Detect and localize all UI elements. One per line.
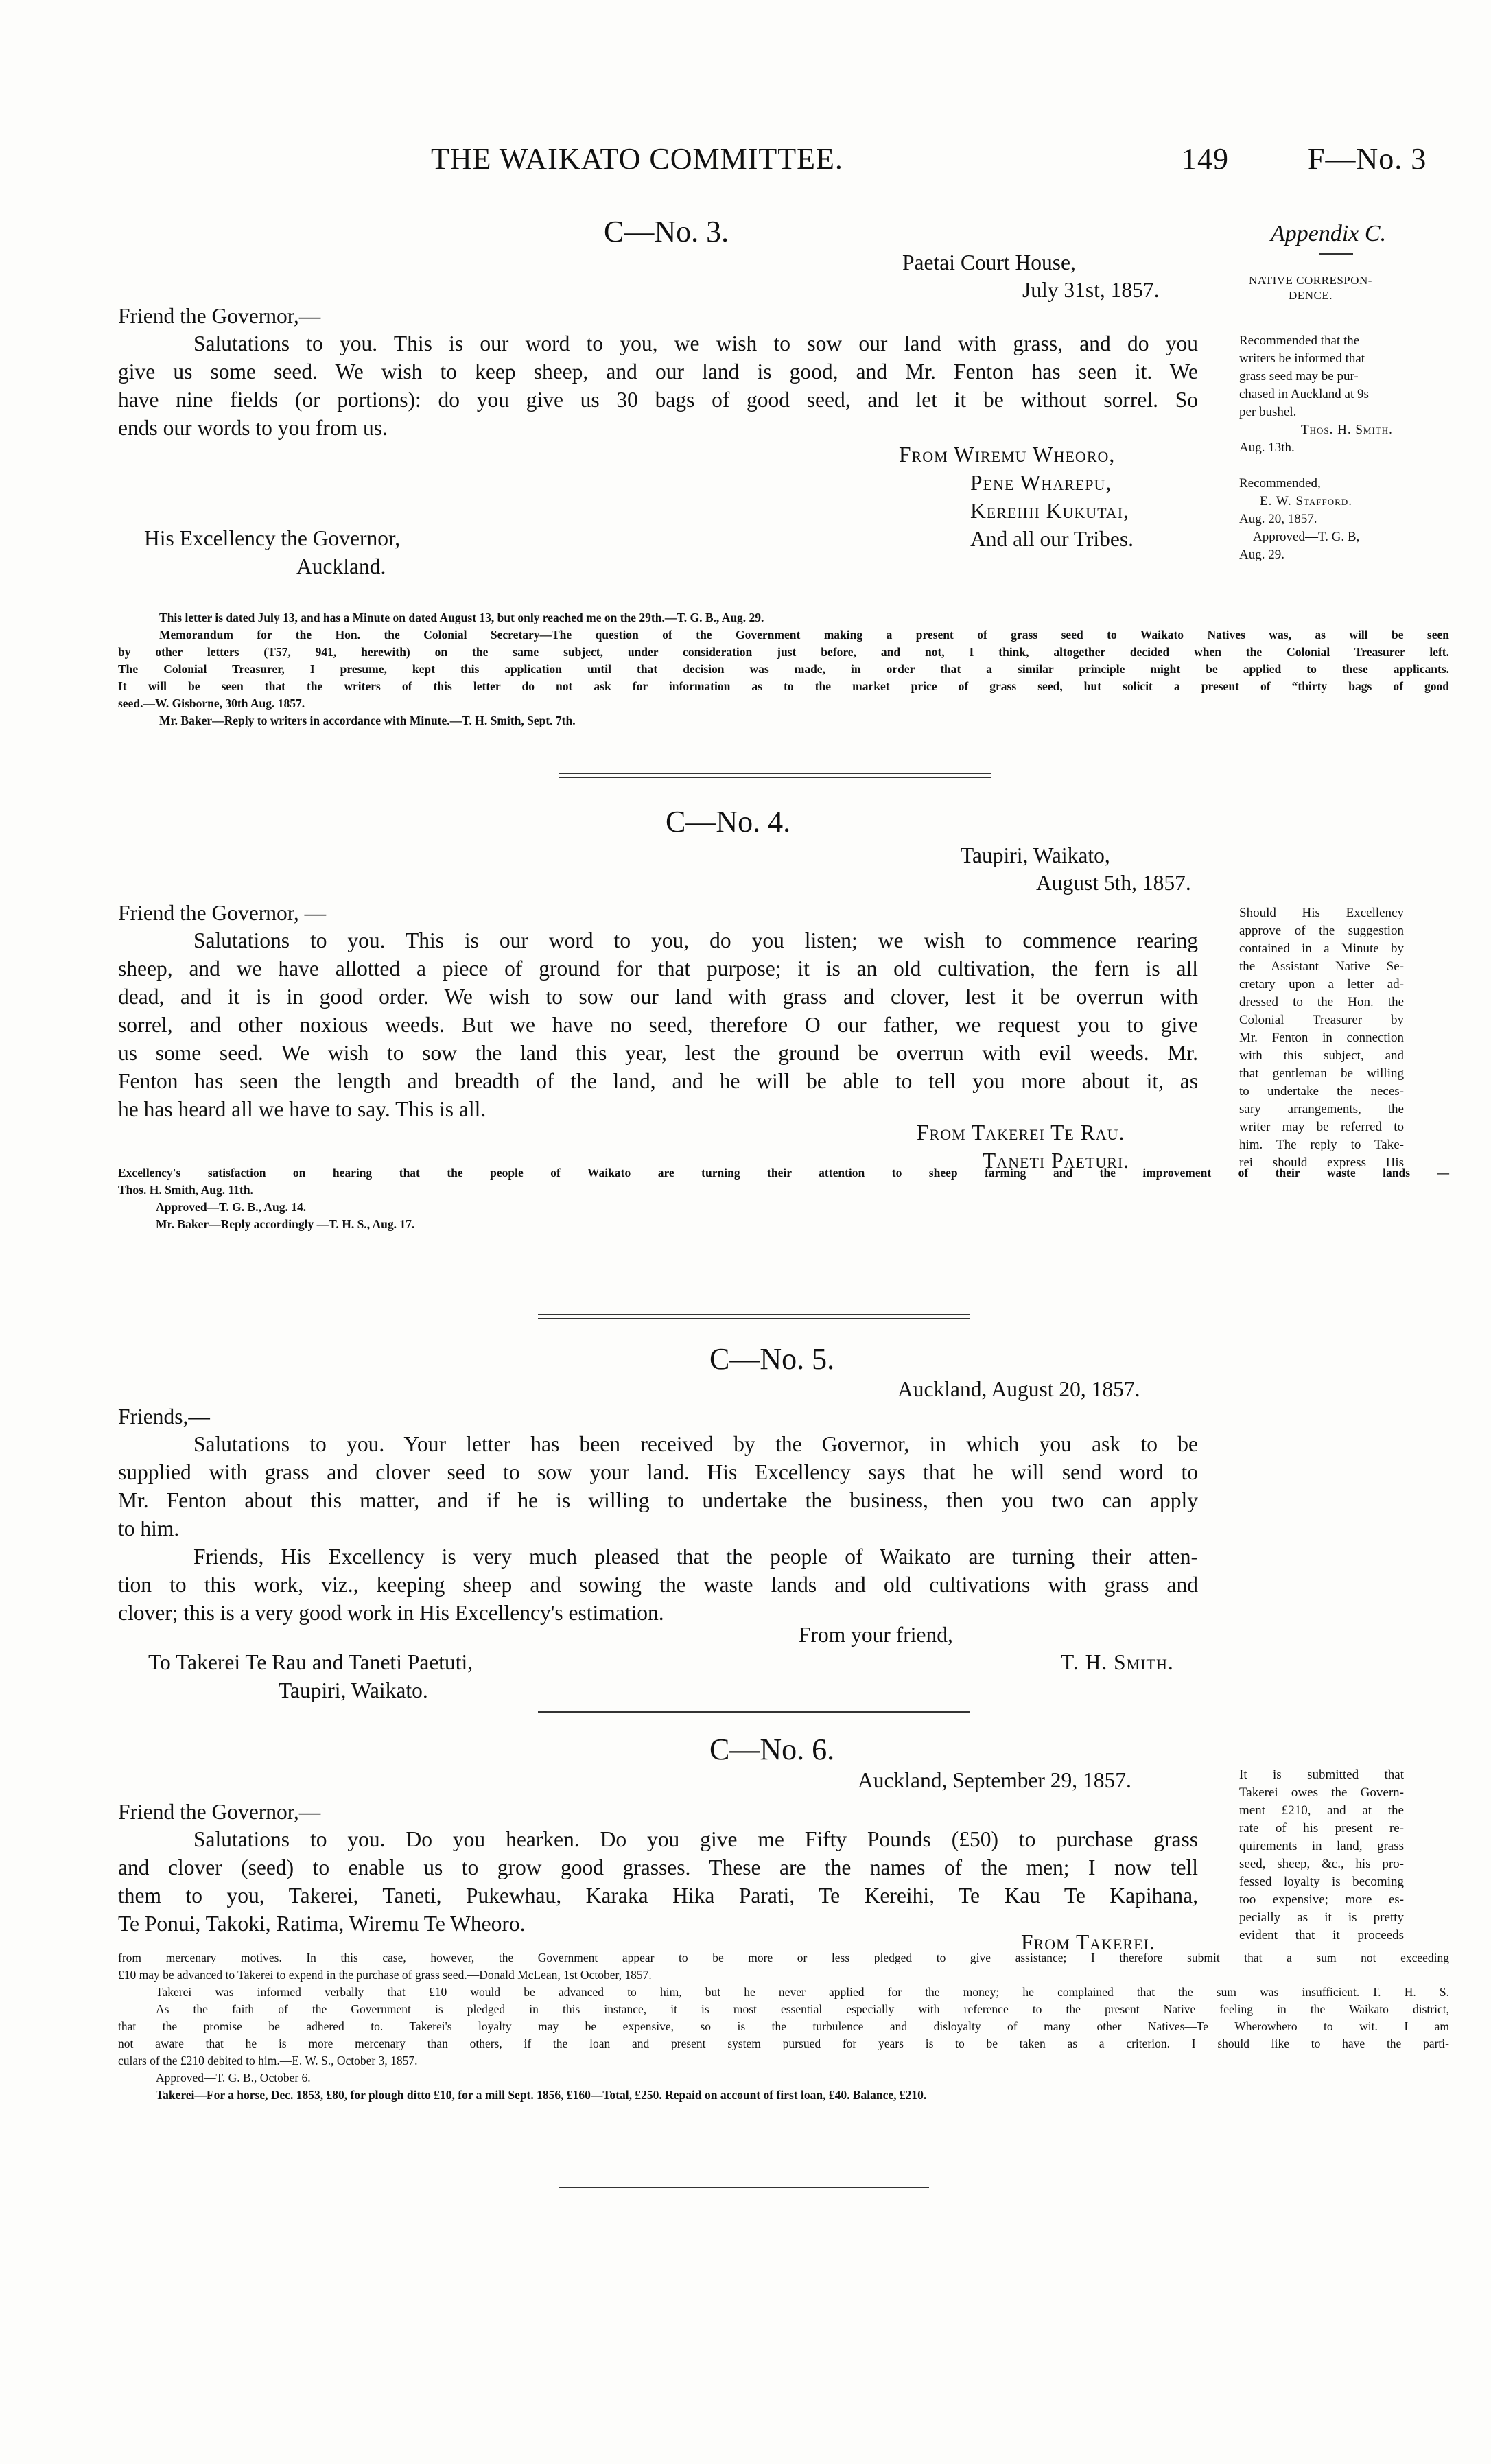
letter-place-c3: Paetai Court House,	[902, 250, 1076, 274]
letter-body-c4: Salutations to you. This is our word to you, do you listen; we wish to commence rearing sheep, and we have allotted a piece of ground for that purpose; it is an old cultivation, the fern is all dead, and it is in good order. We wish to sow our land with grass and clover, lest it be overrun with sorrel, and other noxious weeds. But we have no seed, therefore O our father, we request you to give us some seed. We wish to sow the land this year, lest the ground be overrun with evil weeds. Mr. Fenton has seen the length and breadth of the land, and he will be able to tell you more about it, as he has heard all we have to say. This is all.	[118, 928, 1198, 1121]
editorial-notes-c6: from mercenary motives. In this case, however, the Government appear to be more or less pledged to give assistance; I therefore submit that a sum not exceeding £10 may be advanced to Takerei to expend in the purchase of grass seed.—Donald McLean, 1st October, 1857. Takerei was informed verbally that £10 would be advanced to him, but he never applied for the money; he complained that the sum was insufficient.—T. H. S. As the faith of the Government is pledged in this instance, it is most essential especially with reference to the present Native feeling in the Waikato district, that the promise be adhered to. Takerei's loyalty may be expensive, so is the turbulence and disloyalty of many other Natives—Te Wherowhero to wit. I am not aware that he is more mercenary than others, if the loan and present system pursued for years is to be taken as a criterion. I should like to have the parti- culars of the £210 debited to him.—E. W. S., October 3, 1857. Approved—T. G. B., October 6. Takerei—For a horse, Dec. 1853, £80, for plough ditto £10, for a mill Sept. 1856, £160—Total, £250. Repaid on account of first loan, £40. Balance, £210.	[118, 1951, 1449, 2102]
letter-date-c6: Auckland, September 29, 1857.	[858, 1768, 1131, 1792]
editorial-notes-c3: This letter is dated July 13, and has a Minute on dated August 13, but only reached me on the 29th.—T. G. B., Aug. 29. Memorandum for the Hon. the Colonial Secretary—The question of the Government making a present of grass seed to Waikato Natives was, as will be seen by other letters (T57, 941, herewith) on the same subject, under consideration just before, and not, I think, altogether decided when the Colonial Treasurer left. The Colonial Treasurer, I presume, kept this application until that decision was made, in order that a similar principle might be applied to these applicants. It will be seen that the writers of this letter do not ask for information as to the market price of grass seed, but solicit a present of “thirty bags of good seed.—W. Gisborne, 30th Aug. 1857. Mr. Baker—Reply to writers in accordance with Minute.—T. H. Smith, Sept. 7th.	[118, 611, 1449, 727]
section-divider	[538, 1314, 970, 1319]
address-c3: His Excellency the Governor, Auckland.	[144, 526, 401, 578]
signer-c5: T. H. Smith.	[1061, 1650, 1174, 1674]
salutation-c5: Friends,—	[118, 1405, 210, 1429]
margin-note-c3: Recommended that the writers be informed that grass seed may be pur- chased in Auckland at 9s per bushel. Thos. H. Smith. Aug. 13th. Recommended, E. W. Stafford. Aug. 20, 1857. Approved—T. G. B, Aug. 29.	[1239, 333, 1393, 562]
address-c5: To Takerei Te Rau and Taneti Paetuti, Taupiri, Waikato.	[148, 1650, 473, 1702]
letter-date-c4: August 5th, 1857.	[1036, 871, 1191, 895]
letter-body-c6: Salutations to you. Do you hearken. Do you give me Fifty Pounds (£50) to purchase grass and clover (seed) to enable us to grow good grasses. These are the names of the men; I now tell them to you, Takerei, Taneti, Pukewhau, Karaka Hika Parati, Te Kereihi, Te Kau Te Kapihana, Te Ponui, Takoki, Ratima, Wiremu Te Wheoro.	[118, 1827, 1198, 1936]
appendix-dash	[1319, 253, 1353, 255]
page-end-rule	[559, 2187, 929, 2192]
editorial-notes-c4: Excellency's satisfaction on hearing that the people of Waikato are turning their attention to sheep farming and the improvement of their waste lands — Thos. H. Smith, Aug. 11th. Approved—T. G. B., Aug. 14. Mr. Baker—Reply accordingly —T. H. S., Aug. 17.	[118, 1166, 1449, 1231]
letter-place-c4: Taupiri, Waikato,	[961, 843, 1110, 867]
letter-heading-c5: C—No. 5.	[709, 1342, 835, 1376]
section-divider	[538, 1711, 970, 1713]
salutation-c4: Friend the Governor, —	[118, 901, 327, 925]
salutation-c3: Friend the Governor,—	[118, 304, 321, 328]
running-title: THE WAIKATO COMMITTEE.	[431, 142, 843, 176]
letter-heading-c4: C—No. 4.	[666, 805, 791, 838]
letter-date-c3: July 31st, 1857.	[1022, 278, 1160, 302]
salutation-c6: Friend the Governor,—	[118, 1800, 321, 1824]
section-label: NATIVE CORRESPON- DENCE.	[1249, 274, 1372, 302]
margin-note-c6: It is submitted that Takerei owes the Govern- ment £210, and at the rate of his present re- quirements in land, grass seed, sheep, &c., his pro- fessed loyalty is becoming too expensive; more es- pecially as it is pretty evident that it proceeds	[1239, 1768, 1404, 1943]
page-number: 149	[1182, 142, 1229, 176]
signer-c6: From Takerei.	[1021, 1930, 1155, 1954]
closing-c5: From your friend,	[799, 1623, 953, 1647]
letter-heading-c6: C—No. 6.	[709, 1733, 835, 1766]
letter-body-c3: Salutations to you. This is our word to you, we wish to sow our land with grass, and do you give us some seed. We wish to keep sheep, and our land is good, and Mr. Fenton has seen it. We have nine fields (or portions): do you give us 30 bags of good seed, and let it be without sorrel. So ends our words to you from us.	[118, 331, 1198, 440]
appendix-label: Appendix C.	[1271, 221, 1387, 246]
signers-c4: From Takerei Te Rau. Taneti Paeturi.	[917, 1120, 1130, 1173]
document-code: F—No. 3	[1308, 142, 1427, 176]
margin-note-c4: Should His Excellency approve of the suggestion contained in a Minute by the Assistant Native Se- cretary upon a letter ad- dressed to the Hon. the Colonial Treasurer by Mr. Fenton in connection with this subject, and that gentleman be willing to undertake the neces- sary arrangements, the writer may be referred to him. The reply to Take- rei should express His	[1239, 906, 1404, 1170]
letter-heading-c3: C—No. 3.	[604, 215, 729, 248]
letter-date-c5: Auckland, August 20, 1857.	[897, 1377, 1140, 1401]
letter-body-c5: Salutations to you. Your letter has been received by the Governor, in which you ask to be supplied with grass and clover seed to sow your land. His Excellency says that he will send word to Mr. Fenton about this matter, and if he is willing to undertake the business, then you two can apply to him. Friends, His Excellency is very much pleased that the people of Waikato are turning their atten- tion to this work, viz., keeping sheep and sowing the waste lands and old cultivations with grass and clover; this is a very good work in His Excellency's estimation.	[118, 1432, 1198, 1625]
section-divider	[559, 773, 991, 778]
signers-c3: From Wiremu Wheoro, Pene Wharepu, Kereihi Kukutai, And all our Tribes.	[899, 443, 1134, 551]
